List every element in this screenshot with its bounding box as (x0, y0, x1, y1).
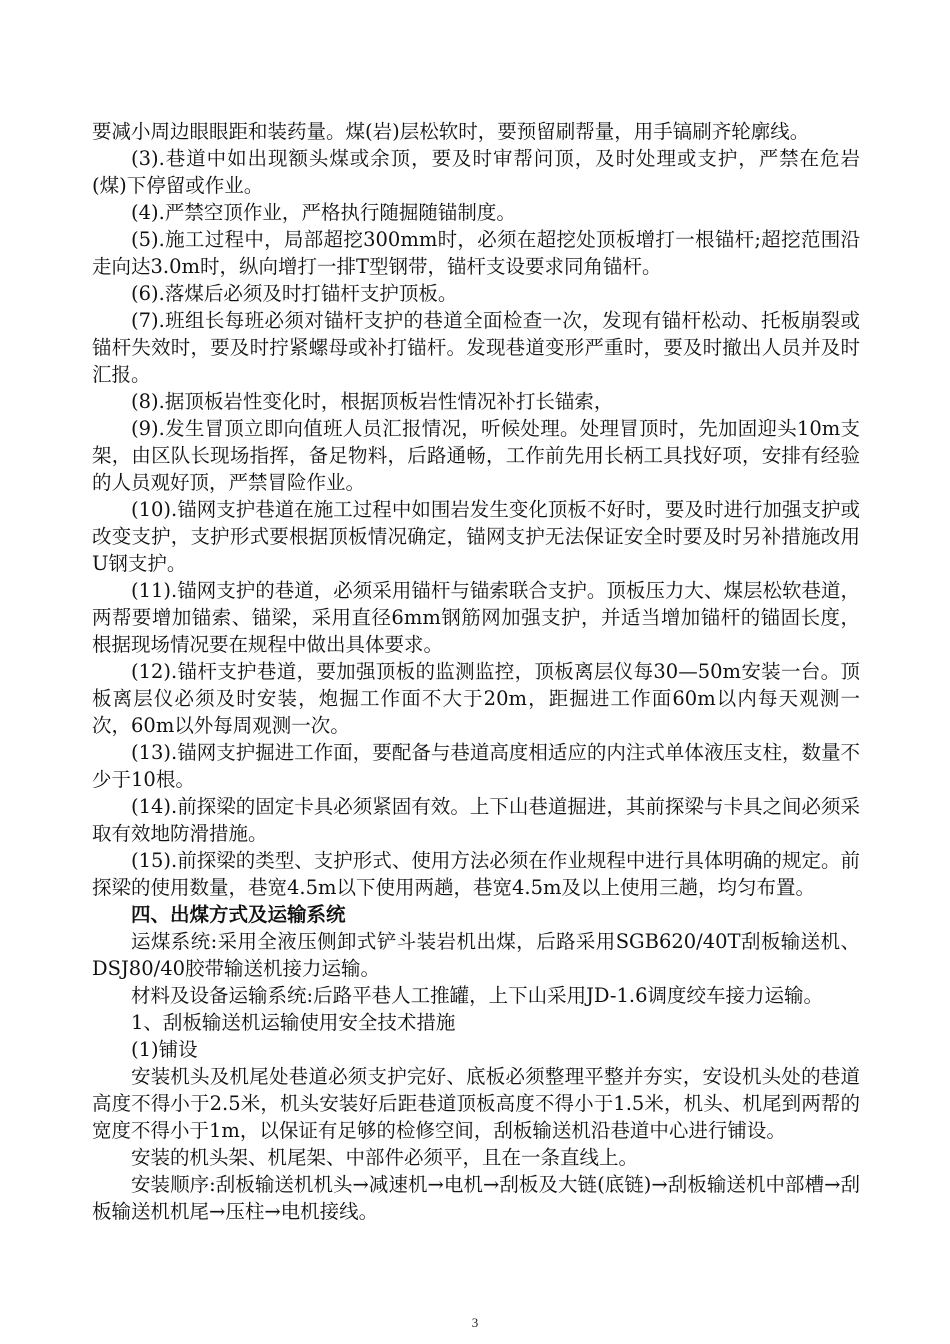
subsubsection-heading: (1)铺设 (131, 1038, 198, 1061)
paragraph-item-3: (3).巷道中如出现额头煤或余顶，要及时审帮问顶，及时处理或支护，严禁在危岩(煤)下停留或作业。 (92, 147, 860, 197)
paragraph-installation: 安装机头及机尾处巷道必须支护完好、底板必须整理平整并夯实，安设机头处的巷道高度不得小于2.5米，机头安装好后距巷道顶板高度不得小于1.5米，机头、机尾到两帮的宽度不得小于1m，以保证有足够的检修空间，刮板输送机沿巷道中心进行铺设。 (92, 1065, 860, 1142)
paragraph-item-8: (8).据顶板岩性变化时，根据顶板岩性情况补打长锚索， (131, 390, 614, 413)
section-heading: 四、出煤方式及运输系统 (131, 903, 346, 926)
subsection-heading: 1、刮板输送机运输使用安全技术措施 (131, 1011, 456, 1034)
paragraph-item-9: (9).发生冒顶立即向值班人员汇报情况，听候处理。处理冒顶时，先加固迎头10m支架，由区队长现场指挥，备足物料，后路通畅，工作前先用长柄工具找好项，安排有经验的人员观好顶，严禁冒险作业。 (92, 417, 860, 494)
paragraph-item-13: (13).锚网支护掘进工作面，要配备与巷道高度相适应的内注式单体液压支柱，数量不少于10根。 (92, 741, 860, 791)
paragraph-item-14: (14).前探梁的固定卡具必须紧固有效。上下山巷道掘进，其前探梁与卡具之间必须采取有效地防滑措施。 (92, 795, 860, 845)
paragraph-item-10: (10).锚网支护巷道在施工过程中如围岩发生变化顶板不好时，要及时进行加强支护或改变支护，支护形式要根据顶板情况确定，锚网支护无法保证安全时要及时另补措施改用U钢支护。 (92, 498, 860, 575)
paragraph-install-order: 安装顺序:刮板输送机机头→减速机→电机→刮板及大链(底链)→刮板输送机中部槽→刮板输送机机尾→压柱→电机接线。 (92, 1173, 860, 1223)
paragraph-continuation: 要减小周边眼眼距和装药量。煤(岩)层松软时，要预留刷帮量，用手镐刷齐轮廓线。 (92, 120, 810, 143)
page-number: 3 (471, 1315, 479, 1330)
paragraph-material-transport: 材料及设备运输系统:后路平巷人工推罐，上下山采用JD-1.6调度绞车接力运输。 (131, 984, 823, 1007)
paragraph-item-4: (4).严禁空顶作业，严格执行随掘随锚制度。 (131, 201, 516, 224)
paragraph-item-7: (7).班组长每班必须对锚杆支护的巷道全面检查一次，发现有锚杆松动、托板崩裂或锚杆失效时，要及时拧紧螺母或补打锚杆。发现巷道变形严重时，要及时撤出人员并及时汇报。 (92, 309, 860, 386)
paragraph-item-11: (11).锚网支护的巷道，必须采用锚杆与锚索联合支护。顶板压力大、煤层松软巷道，两帮要增加锚索、锚梁，采用直径6mm钢筋网加强支护，并适当增加锚杆的锚固长度，根据现场情况要在规程中做出具体要求。 (92, 579, 860, 656)
paragraph-item-15: (15).前探梁的类型、支护形式、使用方法必须在作业规程中进行具体明确的规定。前探梁的使用数量，巷宽4.5m以下使用两趟，巷宽4.5m及以上使用三趟，均匀布置。 (92, 849, 860, 899)
paragraph-item-12: (12).锚杆支护巷道，要加强顶板的监测监控，顶板离层仪每30—50m安装一台。顶板离层仪必须及时安装，炮掘工作面不大于20m，距掘进工作面60m以内每天观测一次，60m以外每周观测一次。 (92, 660, 860, 737)
paragraph-item-5: (5).施工过程中，局部超挖300mm时，必须在超挖处顶板增打一根锚杆;超挖范围沿走向达3.0m时，纵向增打一排T型钢带，锚杆支设要求同角锚杆。 (92, 228, 860, 278)
paragraph-alignment: 安装的机头架、机尾架、中部件必须平，且在一条直线上。 (131, 1146, 639, 1169)
paragraph-item-6: (6).落煤后必须及时打锚杆支护顶板。 (131, 282, 458, 305)
document-body (92, 118, 860, 1225)
paragraph-coal-transport: 运煤系统:采用全液压侧卸式铲斗装岩机出煤，后路采用SGB620/40T刮板输送机、DSJ80/40胶带输送机接力运输。 (92, 930, 860, 980)
